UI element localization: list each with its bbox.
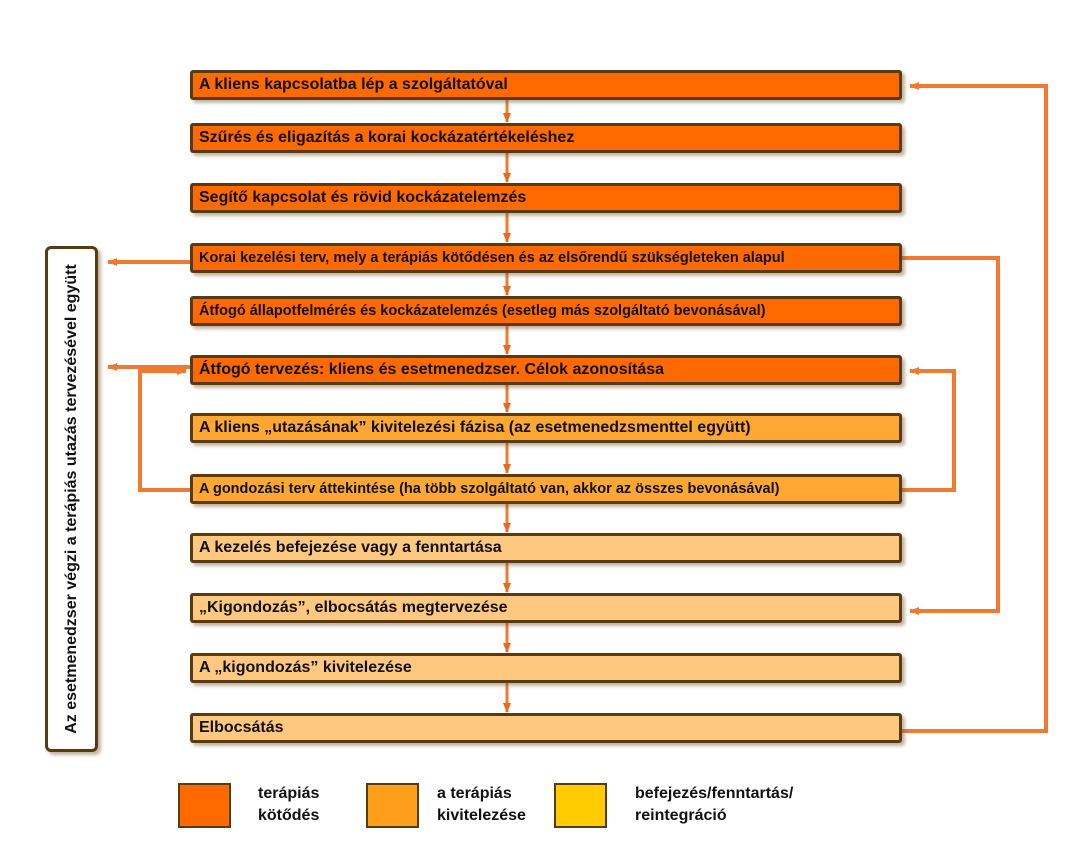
- legend-label-terapias-kivitelezes: a terápiás kivitelezése: [437, 785, 526, 824]
- loop-arrow-review-left: [140, 371, 190, 490]
- legend-swatch-terapias-kivitelezes: [366, 783, 419, 828]
- step-box-12: Elbocsátás: [190, 713, 902, 743]
- loop-arrow-review-right: [902, 371, 954, 490]
- step-box-8: A gondozási terv áttekintése (ha több szolgáltató van, akkor az összes bevonásával): [190, 474, 902, 504]
- step-box-3: Segítő kapcsolat és rövid kockázatelemzés: [190, 183, 902, 213]
- case-manager-label: Az esetmenedzser végzi a terápiás utazás tervezésével együtt: [62, 264, 80, 734]
- step-box-2: Szűrés és eligazítás a korai kockázatértékeléshez: [190, 123, 902, 153]
- legend-swatch-befejezes: [554, 783, 607, 828]
- legend-swatch-terapias-kotodes: [178, 783, 231, 828]
- step-box-11: A „kigondozás” kivitelezése: [190, 653, 902, 683]
- legend-label-terapias-kotodes: terápiás kötődés: [258, 785, 320, 824]
- loop-arrow-discharge-to-contact: [902, 86, 1046, 731]
- step-box-1: A kliens kapcsolatba lép a szolgáltatóval: [190, 70, 902, 100]
- step-box-9: A kezelés befejezése vagy a fenntartása: [190, 533, 902, 563]
- legend-label-befejezes: befejezés/fenntartás/ reintegráció: [635, 785, 794, 824]
- step-box-5: Átfogó állapotfelmérés és kockázatelemzés (esetleg más szolgáltató bevonásával): [190, 296, 902, 326]
- step-box-7: A kliens „utazásának” kivitelezési fázisa (az esetmenedzsmenttel együtt): [190, 413, 902, 443]
- step-box-10: „Kigondozás”, elbocsátás megtervezése: [190, 593, 902, 623]
- loop-arrow-early-plan-to-discharge-planning: [902, 258, 998, 611]
- case-manager-panel: [45, 246, 98, 752]
- step-box-4: Korai kezelési terv, mely a terápiás kötődésen és az elsőrendű szükségleteken alapul: [190, 243, 902, 273]
- step-box-6: Átfogó tervezés: kliens és esetmenedzser. Célok azonosítása: [190, 355, 902, 385]
